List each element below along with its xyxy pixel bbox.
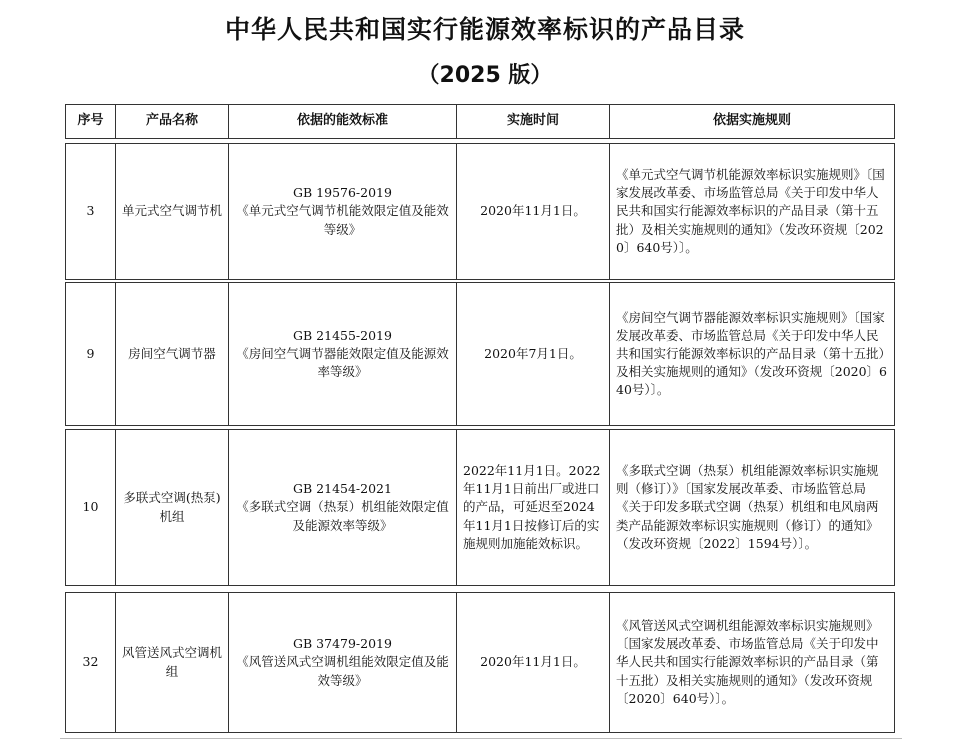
header-date: 实施时间	[457, 105, 610, 139]
effective-date: 2020年7月1日。	[457, 283, 610, 426]
implementation-rule: 《房间空气调节器能源效率标识实施规则》〔国家发展改革委、市场监管总局《关于印发中华人民共和国实行能源效率标识的产品目录（第十五批）及相关实施规则的通知》（发改环资规〔2020〕640号）〕。	[610, 283, 895, 426]
table-row	[65, 282, 895, 426]
effective-date: 2020年11月1日。	[457, 144, 610, 280]
header-product: 产品名称	[116, 105, 229, 139]
standard-code: GB 37479-2019	[293, 636, 392, 652]
energy-standard	[229, 593, 457, 733]
implementation-rule: 《多联式空调（热泵）机组能源效率标识实施规则（修订）》〔国家发展改革委、市场监管总局《关于印发多联式空调（热泵）机组和电风扇两类产品能源效率标识实施规则（修订）的通知》（发改环资规〔2022〕1594号）〕。	[610, 430, 895, 586]
header-standard: 依据的能效标准	[229, 105, 457, 139]
energy-standard	[229, 430, 457, 586]
table-header	[65, 104, 895, 139]
energy-standard	[229, 144, 457, 280]
document-title: 中华人民共和国实行能源效率标识的产品目录	[224, 15, 745, 44]
standard-code: GB 19576-2019	[293, 185, 392, 201]
table-row	[65, 592, 895, 733]
product-name: 单元式空气调节机	[116, 144, 229, 280]
product-name: 房间空气调节器	[116, 283, 229, 426]
implementation-rule: 《单元式空气调节机能源效率标识实施规则》〔国家发展改革委、市场监管总局《关于印发中华人民共和国实行能源效率标识的产品目录（第十五批）及相关实施规则的通知》（发改环资规〔2020〕640号）〕。	[610, 144, 895, 280]
product-name: 风管送风式空调机组	[116, 593, 229, 733]
table-row	[65, 429, 895, 586]
standard-title: 《风管送风式空调机组能效限定值及能效等级》	[236, 654, 449, 688]
row-number: 9	[66, 283, 116, 426]
energy-standard	[229, 283, 457, 426]
effective-date: 2022年11月1日。2022年11月1日前出厂或进口的产品，可延迟至2024年11月1日按修订后的实施规则加施能效标识。	[457, 430, 610, 586]
implementation-rule: 《风管送风式空调机组能源效率标识实施规则》〔国家发展改革委、市场监管总局《关于印发中华人民共和国实行能源效率标识的产品目录（第十五批）及相关实施规则的通知》（发改环资规〔2020〕640号）〕。	[610, 593, 895, 733]
header-no: 序号	[66, 105, 116, 139]
standard-code: GB 21455-2019	[293, 327, 392, 343]
document-edition: （2025 版）	[417, 63, 553, 88]
standard-title: 《房间空气调节器能效限定值及能源效率等级》	[236, 345, 449, 380]
table-row	[65, 143, 895, 280]
standard-title: 《多联式空调（热泵）机组能效限定值及能源效率等级》	[236, 499, 449, 533]
page-divider	[60, 738, 902, 739]
row-number: 32	[66, 593, 116, 733]
header-rule: 依据实施规则	[610, 105, 895, 139]
row-number: 3	[66, 144, 116, 280]
standard-code: GB 21454-2021	[293, 481, 392, 497]
row-number: 10	[66, 430, 116, 586]
effective-date: 2020年11月1日。	[457, 593, 610, 733]
standard-title: 《单元式空气调节机能效限定值及能效等级》	[236, 203, 449, 237]
product-name: 多联式空调(热泵)机组	[116, 430, 229, 586]
